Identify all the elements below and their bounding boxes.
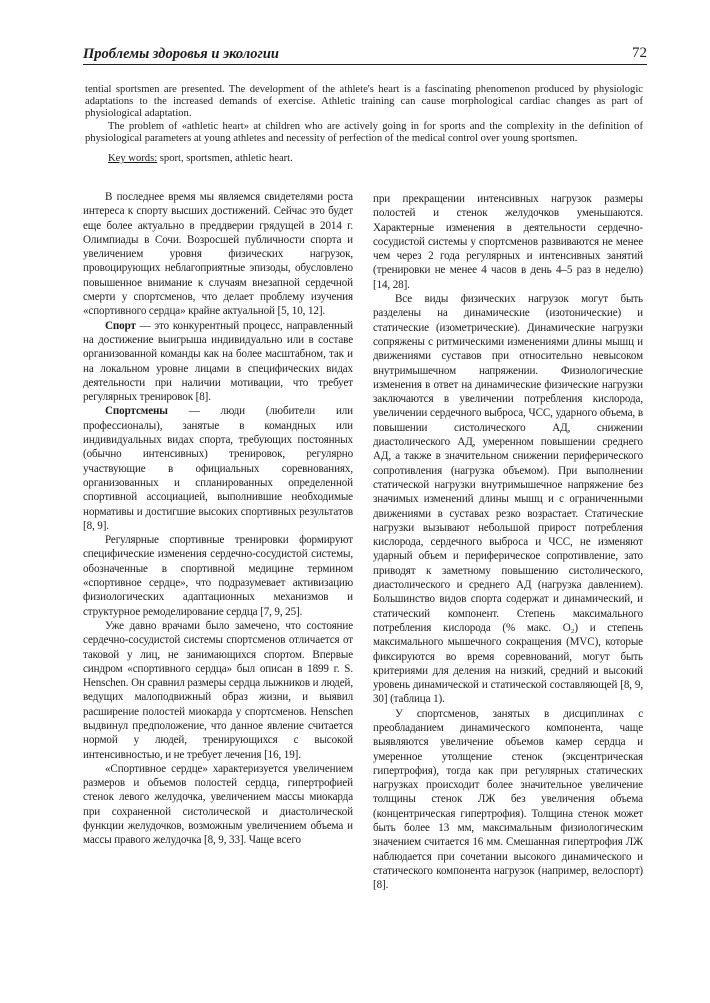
journal-title: Проблемы здоровья и экологии bbox=[83, 46, 279, 62]
right-column bbox=[373, 192, 643, 893]
defined-term: Спортсмены bbox=[105, 405, 168, 418]
keywords-label: Key words: bbox=[108, 153, 158, 164]
running-header bbox=[83, 44, 647, 64]
body-paragraph: Уже давно врачами было замечено, что состояние сердечно-сосудистой системы спортсменов отличается от таковой у лиц, не занимающихся спортом. Впервые синдром «спортивного сердца» был описан в 1899 г. S. Henschen. Он сравнил размеры сердца лыжников и людей, ведущих малоподвижный образ жизни, и выявил расширение полостей миокарда у спортсменов. Henschen выдвинул предположение, что данное явление считается нормой у людей, тренирующихся с высокой интенсивностью, и не требует лечения [16, 19]. bbox=[83, 619, 353, 761]
body-paragraph: Все виды физических нагрузок могут быть разделены на динамические (изотонические) и статические (изометрические). Динамические нагрузки сопряжены с ритмическими изменениями длины мышц и движениями суставов при относительно невысоком внутримышечном напряжении. Физиологические изменения в ответ на динамические физические нагрузки заключаются в увеличении потребления кислорода, увеличении сердечного выброса, ЧСС, ударного объема, в повышении систолического АД, снижении диастолического АД, умеренном повышении среднего АД, а также в значительном снижении периферического сопротивления (нагрузка объемом). При выполнении статической нагрузки внутримышечное напряжение без значимых изменений длины мышц и с ограниченными движениями в суставах резко возрастает. Статические нагрузки вызывают небольшой прирост потребления кислорода, сердечного выброса и ЧСС, не изменяют ударный объем и периферическое сопротивление, зато приводят к заметному повышению систолического, диастолического и среднего АД (нагрузка давлением). Большинство видов спорта содержат и динамический, и статический компонент. Степень максимального потребления кислорода (% макс. O₂) и степень максимального мышечного сокращения (MVC), которые фиксируются во время соревнований, могут быть критериями для деления на низкий, средний и высокий уровень динамической и статической составляющей [8, 9, 30] (таблица 1). bbox=[373, 293, 643, 706]
abstract-paragraph: tential sportsmen are presented. The development of the athlete's heart is a fascinating phenomenon produced by physiologic adaptations to the increased demands of exercise. Athletic training can cause morphological cardiac changes as part of physiological adaptation. bbox=[85, 84, 643, 120]
definition-text: — это конкурентный процесс, направленный на достижение выигрыша индивидуально или в составе организованной команды как на более масштабном, так и на локальном уровне лицами в специфических видах деятельности при наличии мотивации, что требует регулярных тренировок [8]. bbox=[83, 319, 353, 404]
body-paragraph: при прекращении интенсивных нагрузок размеры полостей и стенок желудочков уменьшаются. Характерные изменения в деятельности сердечно-сосудистой системы у спортсменов развиваются не менее чем через 2 года регулярных и интенсивных занятий (тренировки не менее 4 часов в день 4–5 раз в неделю) [14, 28]. bbox=[373, 193, 643, 291]
body-paragraph: В последнее время мы являемся свидетелями роста интереса к спорту высших достижений. Сейчас это будет еще более актуально в преддверии грядущей в 2014 г. Олимпиады в Сочи. Возросшей публичности спорта и увеличением уровня физических нагрузок, провоцирующих неблагоприятные эпизоды, обусловлено повышенное внимание к случаям внезапной сердечной смерти у спортсменов, что делает проблему изучения «спортивного сердца» крайне актуальной [5, 10, 12]. bbox=[83, 191, 353, 318]
body-paragraph bbox=[83, 404, 353, 533]
page-number: 72 bbox=[632, 45, 647, 61]
keywords-line bbox=[108, 153, 293, 164]
defined-term: Спорт bbox=[105, 319, 136, 332]
body-paragraph: «Спортивное сердце» характеризуется увеличением размеров и объемов полостей сердца, гипертрофией стенок левого желудочка, увеличением массы миокарда при сохраненной систолической и диастолической функции желудочков, возможным увеличением объема и массы правого желудочка [8, 9, 33]. Чаще всего bbox=[83, 762, 353, 847]
left-column bbox=[83, 190, 353, 848]
body-paragraph bbox=[83, 319, 353, 405]
header-rule bbox=[83, 64, 647, 65]
abstract-paragraph: The problem of «athletic heart» at children who are actively going in for sports and the complexity in the definition of physiological parameters at young athletes and necessity of perfection of the medical control over young sportsmen. bbox=[85, 120, 643, 144]
english-abstract bbox=[85, 84, 643, 145]
body-paragraph: У спортсменов, занятых в дисциплинах с преобладанием динамического компонента, чаще выявляются увеличение объемов камер сердца и умеренное утолщение стенок (эксцентрическая гипертрофия), тогда как при регулярных статических нагрузках происходит более значительное увеличение толщины стенок ЛЖ без увеличения объема (концентрическая гипертрофия). Толщина стенок может быть более 13 мм, максимальным физиологическим значением считается 16 мм. Смешанная гипертрофия ЛЖ наблюдается при сочетании высокого динамического и статического компонента нагрузок (например, велоспорт) [8]. bbox=[373, 707, 643, 892]
body-paragraph: Регулярные спортивные тренировки формируют специфические изменения сердечно-сосудистой системы, обозначенные в спортивной медицине термином «спортивное сердце», что подразумевает активизацию физиологических адаптационных механизмов и структурное ремоделирование сердца [7, 9, 25]. bbox=[83, 534, 353, 618]
definition-text: — люди (любители или профессионалы), занятые в командных или индивидуальных видах спорта, требующих постоянных (обычно интенсивных) тренировок, регулярно участвующие в официальных соревнованиях, организованных и спланированных определенной спортивной ассоциацией, выполнившие необходимые нормативы и достигшие высоких спортивных результатов [8, 9]. bbox=[83, 405, 353, 532]
keywords-text: sport, sportsmen, athletic heart. bbox=[157, 153, 293, 164]
